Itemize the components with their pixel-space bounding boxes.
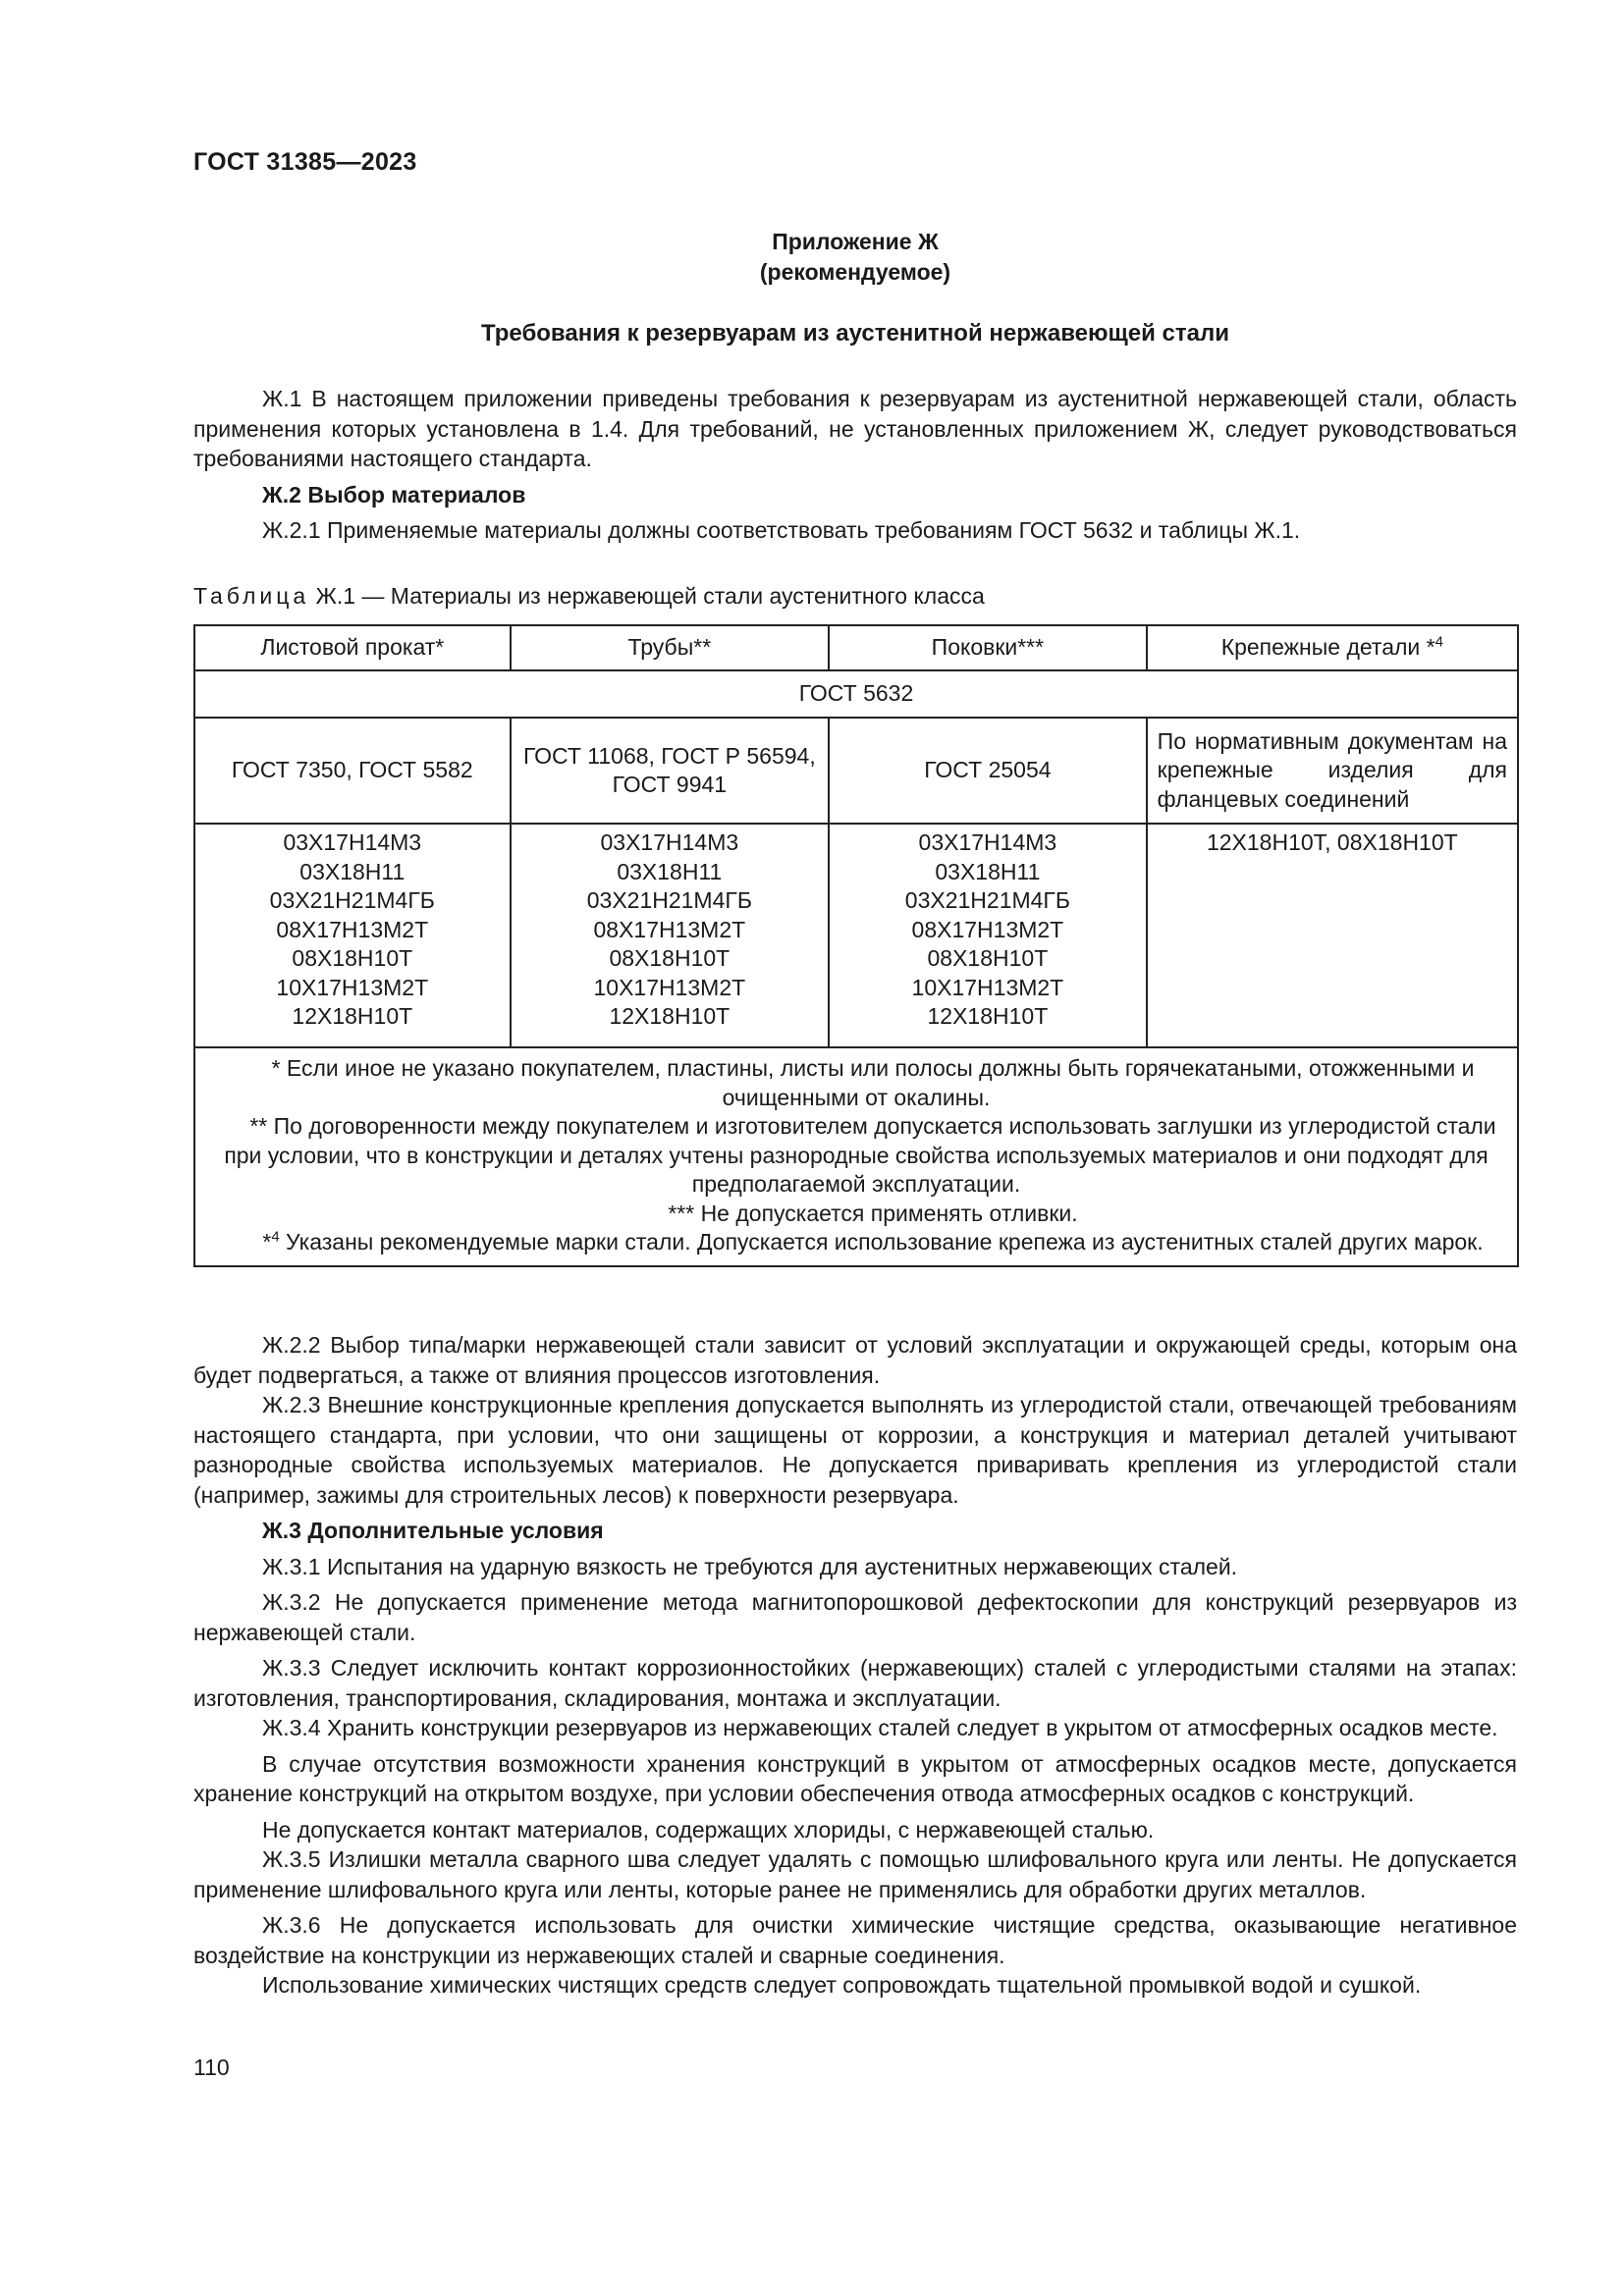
- table-footnote: ** По договоренности между покупателем и изготовителем допускается использовать заглушки из углеродистой стали при условии, что в конструкции и деталях учтены разнородные свойства используемых материалов и они подходят для предполагаемой эксплуатации.: [224, 1113, 1496, 1197]
- table-cell: ГОСТ 7350, ГОСТ 5582: [194, 718, 511, 824]
- table-caption-text: Ж.1 — Материалы из нержавеющей стали аустенитного класса: [315, 583, 985, 609]
- paragraph: Ж.2.1 Применяемые материалы должны соответствовать требованиям ГОСТ 5632 и таблицы Ж.1.: [262, 517, 1301, 543]
- table-footnote: [209, 1228, 1503, 1257]
- grade-item: 10Х17Н13М2Т: [593, 974, 746, 1000]
- table-caption: [193, 581, 1517, 612]
- paragraph: Ж.3.1 Испытания на ударную вязкость не требуются для аустенитных нержавеющих сталей.: [262, 1553, 1238, 1579]
- paragraph: Ж.3.4 Хранить конструкции резервуаров из нержавеющих сталей следует в укрытом от атмосферных осадков месте.: [262, 1715, 1498, 1740]
- table-footnote: * Если иное не указано покупателем, пластины, листы или полосы должны быть горячекатаными, отожженными и очищенными от окалины.: [271, 1055, 1475, 1110]
- table-header-cell: [1147, 625, 1518, 670]
- page-number: 110: [193, 2055, 230, 2080]
- grade-item: 12Х18Н10Т: [292, 1003, 413, 1029]
- grade-item: 08Х17Н13М2Т: [593, 916, 746, 942]
- appendix-subtitle: (рекомендуемое): [759, 259, 951, 285]
- grade-item: 03Х18Н11: [935, 858, 1041, 884]
- grade-item: 08Х18Н10Т: [292, 945, 413, 971]
- paragraph: Не допускается контакт материалов, содержащих хлориды, с нержавеющей сталью.: [262, 1816, 1155, 1842]
- grade-item: 10Х17Н13М2Т: [276, 974, 429, 1000]
- paragraph: Ж.2.2 Выбор типа/марки нержавеющей стали зависит от условий эксплуатации и окружающей среды, которым она будет подвергаться, а также от влияния процессов изготовления.: [193, 1332, 1517, 1388]
- grades-cell: [1147, 824, 1518, 1047]
- table-cell: ГОСТ 25054: [829, 718, 1147, 824]
- document-header: ГОСТ 31385—2023: [193, 148, 417, 176]
- appendix-title: Приложение Ж: [772, 229, 939, 254]
- paragraph: Ж.3.3 Следует исключить контакт коррозионностойких (нержавеющих) сталей с углеродистыми сталями на этапах: изготовления, транспортирования, складирования, монтажа и эксплуатации.: [193, 1655, 1517, 1711]
- grade-item: 03Х17Н14М3: [283, 829, 422, 855]
- grade-item: 12Х18Н10Т: [927, 1003, 1049, 1029]
- paragraph: Ж.3.6 Не допускается использовать для очистки химические чистящие средства, оказывающие негативное воздействие на конструкции из нержавеющих сталей и сварные соединения.: [193, 1912, 1517, 1968]
- paragraph: Ж.2.3 Внешние конструкционные крепления допускается выполнять из углеродистой стали, отвечающей требованиям настоящего стандарта, при условии, что они защищены от коррозии, а конструкция и материал деталей учитывают разнородные свойства используемых материалов. Не допускается приваривать крепления из углеродистой стали (например, зажимы для строительных лесов) к поверхности резервуара.: [193, 1392, 1517, 1508]
- table-header-text: Крепежные детали *: [1220, 634, 1435, 661]
- grade-item: 03Х21Н21М4ГБ: [269, 887, 435, 913]
- table-row: [194, 824, 1518, 1047]
- intro-text: [193, 384, 1517, 546]
- paragraph: Ж.3.5 Излишки металла сварного шва следует удалять с помощью шлифовального круга или ленты. Не допускается применение шлифовального круга или ленты, которые ранее не применялись для обработки других металлов.: [193, 1846, 1517, 1902]
- table-span-cell: ГОСТ 5632: [194, 670, 1518, 718]
- footnote-mark: *: [262, 1229, 272, 1255]
- table-cell: ГОСТ 11068, ГОСТ Р 56594, ГОСТ 9941: [511, 718, 830, 824]
- table-footnotes-row: [194, 1047, 1518, 1266]
- grade-item: 03Х18Н11: [299, 858, 406, 884]
- body-text: [193, 1330, 1517, 2001]
- section-heading: Ж.3 Дополнительные условия: [262, 1518, 604, 1543]
- paragraph: Использование химических чистящих средств следует сопровождать тщательной промывкой водой и сушкой.: [262, 1972, 1422, 1998]
- grades-cell: [194, 824, 511, 1047]
- paragraph: Ж.1 В настоящем приложении приведены требования к резервуарам из аустенитной нержавеющей стали, область применения которых установлена в 1.4. Для требований, не установленных приложением Ж, следует руководствоваться требованиями настоящего стандарта.: [193, 386, 1517, 471]
- table-row: [194, 670, 1518, 718]
- grade-item: 03Х17Н14М3: [918, 829, 1057, 855]
- grade-item: 12Х18Н10Т, 08Х18Н10Т: [1206, 829, 1458, 855]
- grade-item: 08Х18Н10Т: [609, 945, 731, 971]
- grade-item: 08Х18Н10Т: [927, 945, 1049, 971]
- footnote-ref: 4: [1435, 633, 1443, 651]
- grade-item: 08Х17Н13М2Т: [911, 916, 1064, 942]
- grades-cell: [829, 824, 1147, 1047]
- appendix-heading: Требования к резервуарам из аустенитной нержавеющей стали: [481, 320, 1229, 347]
- grade-item: 08Х17Н13М2Т: [276, 916, 429, 942]
- grade-item: 03Х18Н11: [617, 858, 723, 884]
- table-cell: По нормативным документам на крепежные изделия для фланцевых соединений: [1147, 718, 1518, 824]
- footnote-mark-sup: 4: [271, 1228, 280, 1246]
- table-row: [194, 718, 1518, 824]
- table-header-cell: Листовой прокат*: [194, 625, 511, 670]
- table-header-cell: Трубы**: [511, 625, 830, 670]
- paragraph: Ж.3.2 Не допускается применение метода магнитопорошковой дефектоскопии для конструкций резервуаров из нержавеющей стали.: [193, 1589, 1517, 1645]
- grade-item: 03Х21Н21М4ГБ: [586, 887, 752, 913]
- table-header-row: [194, 625, 1518, 670]
- grade-item: 10Х17Н13М2Т: [911, 974, 1064, 1000]
- grade-item: 12Х18Н10Т: [609, 1003, 731, 1029]
- paragraph: В случае отсутствия возможности хранения конструкций в укрытом от атмосферных осадков месте, допускается хранение конструкций на открытом воздухе, при условии обеспечения отвода атмосферных осадков с конструкций.: [193, 1750, 1517, 1806]
- grade-item: 03Х17Н14М3: [600, 829, 739, 855]
- table-footnote: *** Не допускается применять отливки.: [668, 1200, 1078, 1226]
- table-footnotes: [194, 1047, 1518, 1266]
- table-caption-label: Таблица: [193, 583, 310, 609]
- grade-item: 03Х21Н21М4ГБ: [904, 887, 1070, 913]
- grades-cell: [511, 824, 830, 1047]
- section-heading: Ж.2 Выбор материалов: [262, 481, 526, 507]
- table-header-cell: Поковки***: [829, 625, 1147, 670]
- materials-table: [193, 624, 1519, 1267]
- footnote-text: Указаны рекомендуемые марки стали. Допускается использование крепежа из аустенитных сталей других марок.: [286, 1229, 1484, 1255]
